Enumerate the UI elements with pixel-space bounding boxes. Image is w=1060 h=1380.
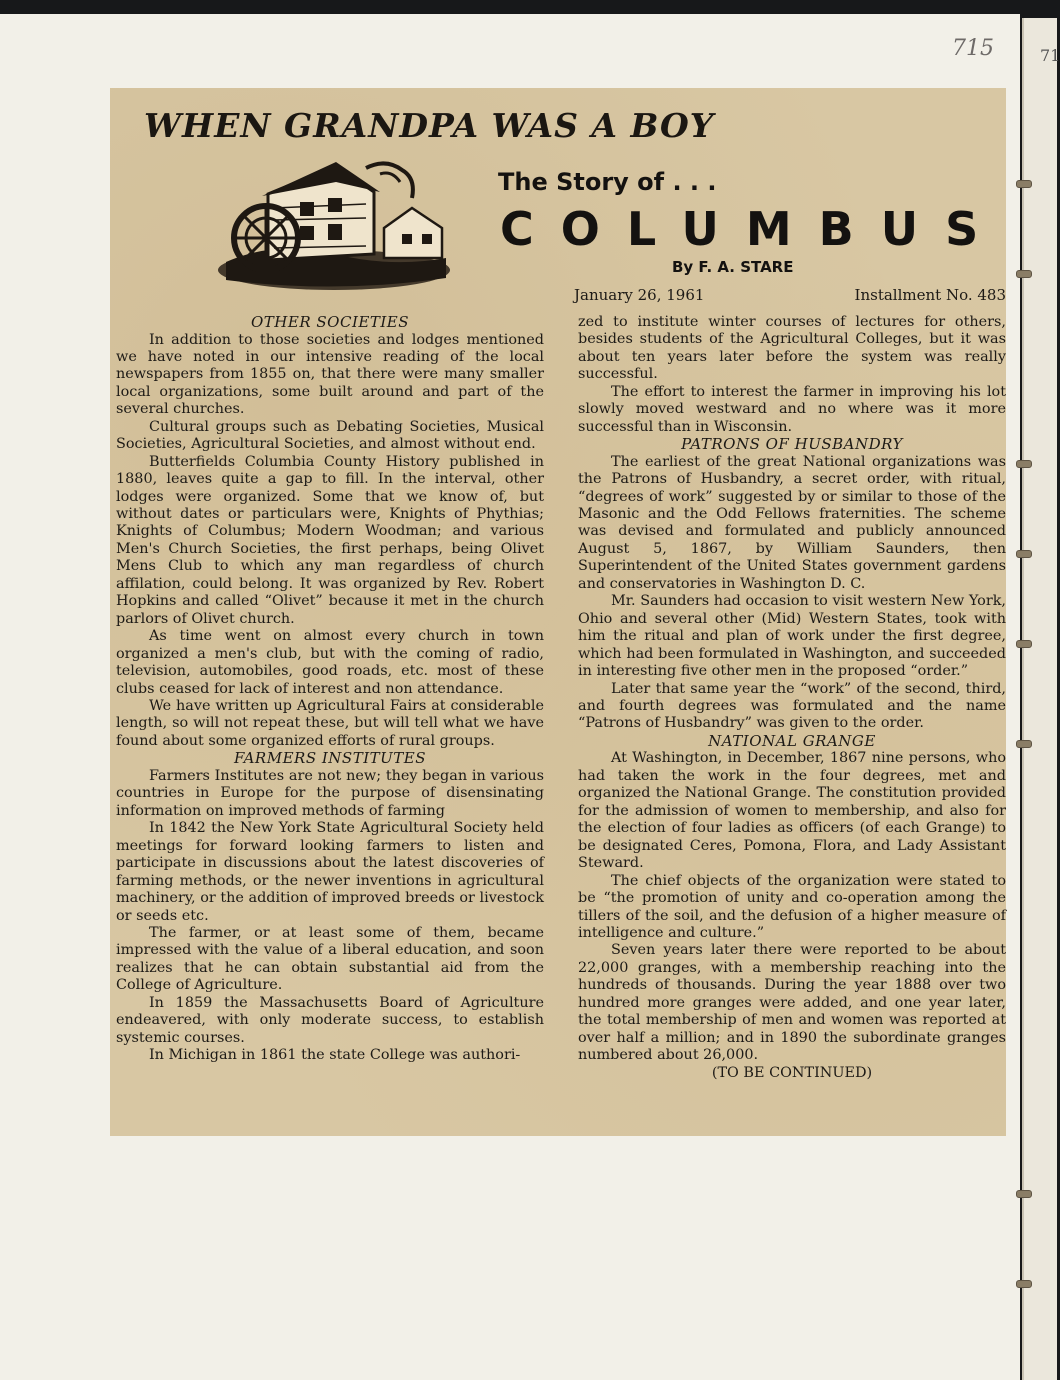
paragraph: In Michigan in 1861 the state College was authori-: [149, 1047, 521, 1064]
paragraph: Cultural groups such as Debating Societies, Musical Societies, Agricultural Societies, and almost without end.: [116, 418, 544, 453]
story-of-heading: The Story of . . .: [498, 168, 717, 196]
paragraph: In 1859 the Massachusetts Board of Agriculture endeavered, with only moderate success, to establish systemic courses.: [116, 994, 544, 1046]
binder-ring: [1016, 460, 1032, 468]
binder-ring: [1016, 180, 1032, 188]
installment-number: Installment No. 483: [854, 286, 1006, 304]
publication-date: January 26, 1961: [574, 286, 705, 304]
paragraph: The earliest of the great National organizations was the Patrons of Husbandry, a secret order, with ritual, “degrees of work” suggested by or similar to those of the Masonic and the Odd Fellows fraternities. The scheme was devised and formulated and publicly announced August 5, 1867, by William Saunders, then Superintendent of the United States government gardens and conservatories in Washington D. C.: [578, 453, 1006, 592]
byline: By F. A. STARE: [672, 258, 794, 276]
paragraph: Butterfields Columbia County History published in 1880, leaves quite a gap to fill. In the interval, other lodges were organized. Some that we know of, but without dates or particulars were, Knights of Phythias; Knights of Columbus; Modern Woodman; and various Men's Church Societies, the first perhaps, being Olivet Mens Club to which any man regardless of church affilation, could belong. It was organized by Rev. Robert Hopkins and called “Olivet” because it met in the church parlors of Olivet church.: [116, 453, 544, 627]
binder-ring: [1016, 270, 1032, 278]
binder-ring: [1016, 740, 1032, 748]
binder-ring: [1016, 1190, 1032, 1198]
paragraph: The effort to interest the farmer in improving his lot slowly moved westward and no where was it more successful than in Wisconsin.: [578, 383, 1006, 435]
gristmill-illustration: [216, 158, 452, 294]
columbus-title: COLUMBUS: [500, 202, 1006, 256]
paragraph: As time went on almost every church in town organized a men's club, but with the coming of radio, television, automobiles, good roads, etc. most of these clubs ceased for lack of interest and non attendance.: [116, 628, 544, 697]
section-heading: PATRONS OF HUSBANDRY: [681, 435, 903, 454]
paragraph: At Washington, in December, 1867 nine persons, who had taken the work in the four degrees, met and organized the National Grange. The constitution provided for the admission of women to membership, and also for the election of four ladies as officers (of each Grange) to be designated Ceres, Pomona, Flora, and Lady Assistant Steward.: [578, 750, 1006, 872]
next-page-number: 71: [1040, 46, 1060, 65]
binder-ring: [1016, 1280, 1032, 1288]
paragraph: zed to institute winter courses of lectures for others, besides students of the Agricultural Colleges, but it was about ten years later before the system was really successful.: [578, 314, 1006, 383]
paragraph: Mr. Saunders had occasion to visit western New York, Ohio and several other (Mid) Western States, took with him the ritual and plan of work under the first degree, which had been formulated in Washington, and succeeded in interesting five other men in the proposed “order.”: [578, 593, 1006, 680]
paragraph: We have written up Agricultural Fairs at considerable length, so will not repeat these, but will tell what we have found about some organized efforts of rural groups.: [116, 698, 544, 749]
paragraph: Farmers Institutes are not new; they began in various countries in Europe for the purpose of disensinating information on improved methods of farming: [116, 767, 544, 819]
page-number: 715: [952, 36, 994, 61]
paragraph: In 1842 the New York State Agricultural Society held meetings for forward looking farmers to listen and participate in discussions about the latest discoveries of farming methods, or the newer inventions in agricultural machinery, or the addition of improved breeds or livestock or seeds etc.: [116, 820, 544, 924]
binder-ring: [1016, 550, 1032, 558]
paragraph: In addition to those societies and lodges mentioned we have noted in our intensive reading of the local newspapers from 1855 on, that there were many smaller local organizations, some built around and part of the several churches.: [116, 331, 544, 418]
paragraph: Seven years later there were reported to be about 22,000 granges, with a membership reaching into the hundreds of thousands. During the year 1888 over two hundred more granges were added, and one year later, the total membership of men and women was reported at over half a million; and in 1890 the subordinate granges numbered about 26,000.: [578, 942, 1006, 1064]
to-be-continued: (TO BE CONTINUED): [711, 1064, 873, 1081]
paragraph: Later that same year the “work” of the second, third, and fourth degrees was formulated and the name “Patrons of Husbandry” was given to the order.: [578, 680, 1006, 732]
section-heading: NATIONAL GRANGE: [708, 731, 876, 750]
section-heading: FARMERS INSTITUTES: [233, 749, 426, 768]
paragraph: The chief objects of the organization were stated to be “the promotion of unity and co-operation among the tillers of the soil, and the defusion of a higher measure of intelligence and culture.”: [578, 872, 1006, 941]
article-column-left: [116, 314, 544, 1065]
banner-title: WHEN GRANDPA WAS A BOY: [144, 106, 715, 145]
next-page-edge: [1022, 18, 1057, 1380]
binder-ring: [1016, 640, 1032, 648]
section-heading: OTHER SOCIETIES: [251, 313, 409, 331]
article-column-right: [578, 314, 1006, 1082]
paragraph: The farmer, or at least some of them, became impressed with the value of a liberal education, and soon realizes that he can obtain substantial aid from the College of Agriculture.: [116, 924, 544, 994]
